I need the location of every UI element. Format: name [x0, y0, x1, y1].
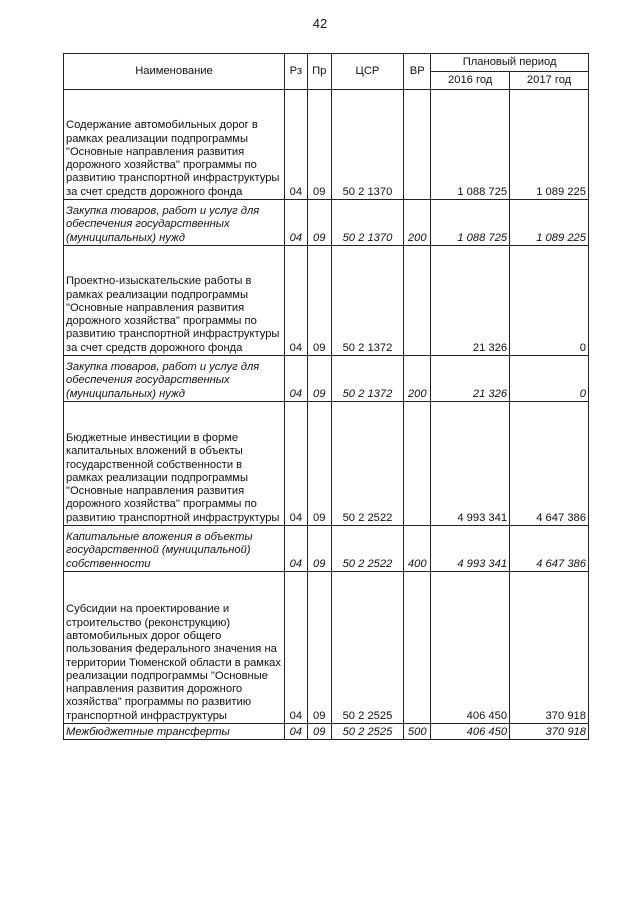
header-year-2016: 2016 год	[431, 72, 510, 90]
row-name: Проектно-изыскательские работы в рамках реализации подпрограммы "Основные направления развития дорожного хозяйства" программы по развитию транспортной инфраструктуры за счет средств дорожного фонда	[64, 246, 285, 356]
row-2017: 0	[510, 356, 589, 402]
row-2017: 370 918	[510, 572, 589, 724]
row-rz: 04	[284, 724, 307, 740]
row-csr: 50 2 1370	[331, 90, 404, 200]
row-name: Закупка товаров, работ и услуг для обеспечения государственных (муниципальных) нужд	[64, 356, 285, 402]
row-rz: 04	[284, 90, 307, 200]
budget-table	[63, 53, 589, 740]
row-2016: 406 450	[431, 724, 510, 740]
row-vr: 200	[404, 356, 431, 402]
row-pr: 09	[307, 724, 331, 740]
table-row	[64, 526, 589, 572]
row-2017: 1 089 225	[510, 200, 589, 246]
row-rz: 04	[284, 200, 307, 246]
row-pr: 09	[307, 90, 331, 200]
table-row	[64, 724, 589, 740]
row-csr: 50 2 1372	[331, 356, 404, 402]
header-name: Наименование	[64, 54, 285, 90]
row-name: Бюджетные инвестиции в форме капитальных вложений в объекты государственной собственности в рамках реализации подпрограммы "Основные направления развития дорожного хозяйства" программы по развитию транспортной инфраструктуры	[64, 402, 285, 526]
row-csr: 50 2 1370	[331, 200, 404, 246]
row-pr: 09	[307, 246, 331, 356]
row-vr	[404, 90, 431, 200]
row-name: Содержание автомобильных дорог в рамках реализации подпрограммы "Основные направления развития дорожного хозяйства" программы по развитию транспортной инфраструктуры за счет средств дорожного фонда	[64, 90, 285, 200]
row-rz: 04	[284, 246, 307, 356]
row-2017: 370 918	[510, 724, 589, 740]
table-row	[64, 90, 589, 200]
row-2016: 21 326	[431, 356, 510, 402]
row-2016: 21 326	[431, 246, 510, 356]
header-csr: ЦСР	[331, 54, 404, 90]
row-pr: 09	[307, 526, 331, 572]
row-2017: 1 089 225	[510, 90, 589, 200]
table-row	[64, 246, 589, 356]
row-2017: 0	[510, 246, 589, 356]
row-2017: 4 647 386	[510, 526, 589, 572]
row-name: Субсидии на проектирование и строительство (реконструкцию) автомобильных дорог общего пользования федерального значения на территории Тюменской области в рамках реализации подпрограммы "Основные направления развития дорожного хозяйства" программы по развитию транспортной инфраструктуры	[64, 572, 285, 724]
row-2016: 4 993 341	[431, 402, 510, 526]
row-rz: 04	[284, 526, 307, 572]
row-csr: 50 2 2525	[331, 572, 404, 724]
row-csr: 50 2 2522	[331, 402, 404, 526]
row-2017: 4 647 386	[510, 402, 589, 526]
row-csr: 50 2 2522	[331, 526, 404, 572]
table-row	[64, 356, 589, 402]
row-rz: 04	[284, 572, 307, 724]
row-pr: 09	[307, 200, 331, 246]
page-number: 42	[312, 16, 328, 31]
table-row	[64, 200, 589, 246]
row-pr: 09	[307, 572, 331, 724]
row-2016: 406 450	[431, 572, 510, 724]
row-vr: 200	[404, 200, 431, 246]
row-csr: 50 2 2525	[331, 724, 404, 740]
row-name: Капитальные вложения в объекты государственной (муниципальной) собственности	[64, 526, 285, 572]
header-pr: Пр	[307, 54, 331, 90]
header-year-2017: 2017 год	[510, 72, 589, 90]
row-2016: 1 088 725	[431, 90, 510, 200]
row-vr	[404, 246, 431, 356]
row-vr	[404, 572, 431, 724]
table-row	[64, 402, 589, 526]
row-csr: 50 2 1372	[331, 246, 404, 356]
row-rz: 04	[284, 402, 307, 526]
header-vr: ВР	[404, 54, 431, 90]
header-planned-period: Плановый период	[431, 54, 589, 72]
row-rz: 04	[284, 356, 307, 402]
row-pr: 09	[307, 402, 331, 526]
row-name: Межбюджетные трансферты	[64, 724, 285, 740]
row-name: Закупка товаров, работ и услуг для обеспечения государственных (муниципальных) нужд	[64, 200, 285, 246]
row-vr: 500	[404, 724, 431, 740]
row-pr: 09	[307, 356, 331, 402]
row-vr	[404, 402, 431, 526]
table-row	[64, 572, 589, 724]
row-2016: 4 993 341	[431, 526, 510, 572]
row-vr: 400	[404, 526, 431, 572]
row-2016: 1 088 725	[431, 200, 510, 246]
header-rz: Рз	[284, 54, 307, 90]
